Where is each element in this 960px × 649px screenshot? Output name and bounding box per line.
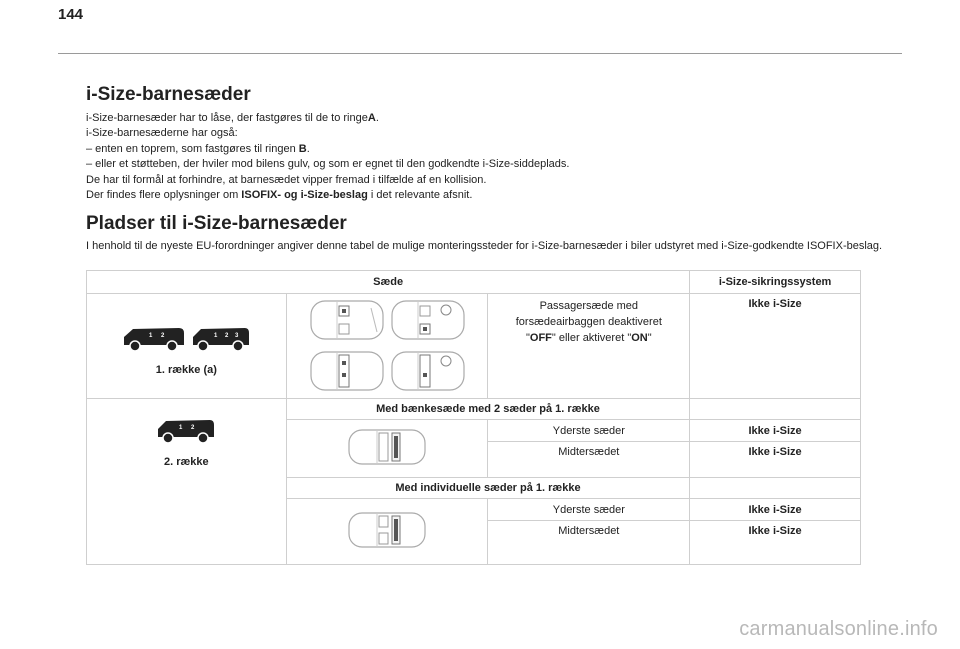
section-title-places: Pladser til i-Size-barnesæder xyxy=(86,213,347,235)
text: . xyxy=(375,112,379,124)
text: i-Size-barnesæder har to låse, der fastgøres til de to ringe xyxy=(86,112,368,124)
sub2-b-value-cell xyxy=(690,521,861,565)
car-topview-diagram xyxy=(390,349,466,393)
off-label: OFF xyxy=(529,332,552,344)
car-topview-diagram xyxy=(309,298,385,342)
sub2-diagram-cell xyxy=(286,499,488,565)
van-row-mark: 1 xyxy=(179,425,183,431)
sub1-b-label-cell xyxy=(488,442,690,478)
table-row xyxy=(87,399,861,420)
page-number: 144 xyxy=(58,6,84,23)
sub1-title-empty xyxy=(690,399,861,420)
para-toprem xyxy=(86,142,886,157)
row1-label: 1. række (a) xyxy=(155,363,217,376)
row1-value: Ikke i-Size xyxy=(748,298,802,310)
van-row-mark: 2 xyxy=(191,425,195,431)
van-row-mark: 1 xyxy=(148,332,153,339)
isofix-ref: ISOFIX- og i-Size-beslag xyxy=(241,189,368,202)
on-label: ON xyxy=(631,332,648,344)
isize-table xyxy=(86,270,861,565)
sub1-diagram-cell xyxy=(286,420,488,478)
sub1-b-value-cell xyxy=(690,442,861,478)
text: " xyxy=(647,332,652,344)
van-long-icon xyxy=(190,325,252,353)
van-row-mark: 1 xyxy=(213,332,218,339)
row1-desc-line xyxy=(488,330,689,346)
van-row-mark: 3 xyxy=(234,332,239,339)
car-topview-diagram xyxy=(347,510,427,550)
table-row xyxy=(87,294,861,399)
row1-desc-cell xyxy=(488,294,690,399)
para-also: i-Size-barnesæderne har også: xyxy=(86,127,238,140)
row1-desc-line: forsædeairbaggen deaktiveret xyxy=(515,316,662,328)
para-purpose: De har til formål at forhindre, at barnesædet vipper fremad i tilfælde af en kollision. xyxy=(86,173,487,186)
row1-desc-line: Passagersæde med xyxy=(539,300,639,312)
row1-value-cell xyxy=(690,294,861,399)
sub1-a-value: Ikke i-Size xyxy=(690,420,861,442)
sub2-title-empty xyxy=(690,478,861,499)
text: . xyxy=(306,142,310,155)
row2-label: 2. række xyxy=(164,456,209,468)
car-topview-diagram xyxy=(347,427,427,467)
car-topview-diagram xyxy=(390,298,466,342)
ring-b-ref: B xyxy=(298,142,307,155)
para-more-info xyxy=(86,188,886,203)
section-places xyxy=(86,213,886,254)
sub2-b-value: Ikke i-Size xyxy=(748,525,802,537)
ring-a-ref: A xyxy=(367,112,376,124)
row1-icon-cell xyxy=(87,294,287,399)
row1-diagram-cell xyxy=(286,294,488,399)
sub1-b-value: Ikke i-Size xyxy=(748,446,802,458)
header-seat: Sæde xyxy=(87,271,690,294)
para-locks xyxy=(86,111,886,126)
text: – enten en toprem, som fastgøres til ringen xyxy=(86,142,299,155)
header-divider xyxy=(58,53,902,54)
text: Der findes flere oplysninger om xyxy=(86,189,242,202)
van-icon xyxy=(155,417,217,445)
text: " eller aktiveret " xyxy=(551,332,632,344)
para-support-leg: – eller et støtteben, der hviler mod bilens gulv, og som er egnet til den godkendte i-Size-siddeplads. xyxy=(86,158,570,171)
row2-icon-cell xyxy=(87,399,287,565)
sub2-b-label: Midtersædet xyxy=(558,525,620,537)
table-header-row xyxy=(87,271,861,294)
sub2-b-label-cell xyxy=(488,521,690,565)
sub2-title: Med individuelle sæder på 1. række xyxy=(286,478,689,499)
header-system: i-Size-sikringssystem xyxy=(690,271,861,294)
van-row-mark: 2 xyxy=(224,332,229,339)
sub1-b-label: Midtersædet xyxy=(558,446,620,458)
sub1-title: Med bænkesæde med 2 sæder på 1. række xyxy=(286,399,689,420)
van-icon xyxy=(121,325,187,353)
section-title-isize: i-Size-barnesæder xyxy=(86,84,251,105)
car-topview-diagram xyxy=(309,349,385,393)
sub2-a-value: Ikke i-Size xyxy=(690,499,861,521)
text: " xyxy=(525,332,530,344)
sub2-a-label: Yderste sæder xyxy=(488,499,690,521)
watermark: carmanualsonline.info xyxy=(739,618,938,640)
page-content xyxy=(86,84,886,255)
text: i det relevante afsnit. xyxy=(367,189,473,202)
van-row-mark: 2 xyxy=(160,332,165,339)
para-intro: I henhold til de nyeste EU-forordninger angiver denne tabel de mulige monteringssteder for i-Size-barnesæder i biler udstyret med i-Size-godkendte ISOFIX-beslag. xyxy=(86,240,883,253)
sub1-a-label: Yderste sæder xyxy=(488,420,690,442)
